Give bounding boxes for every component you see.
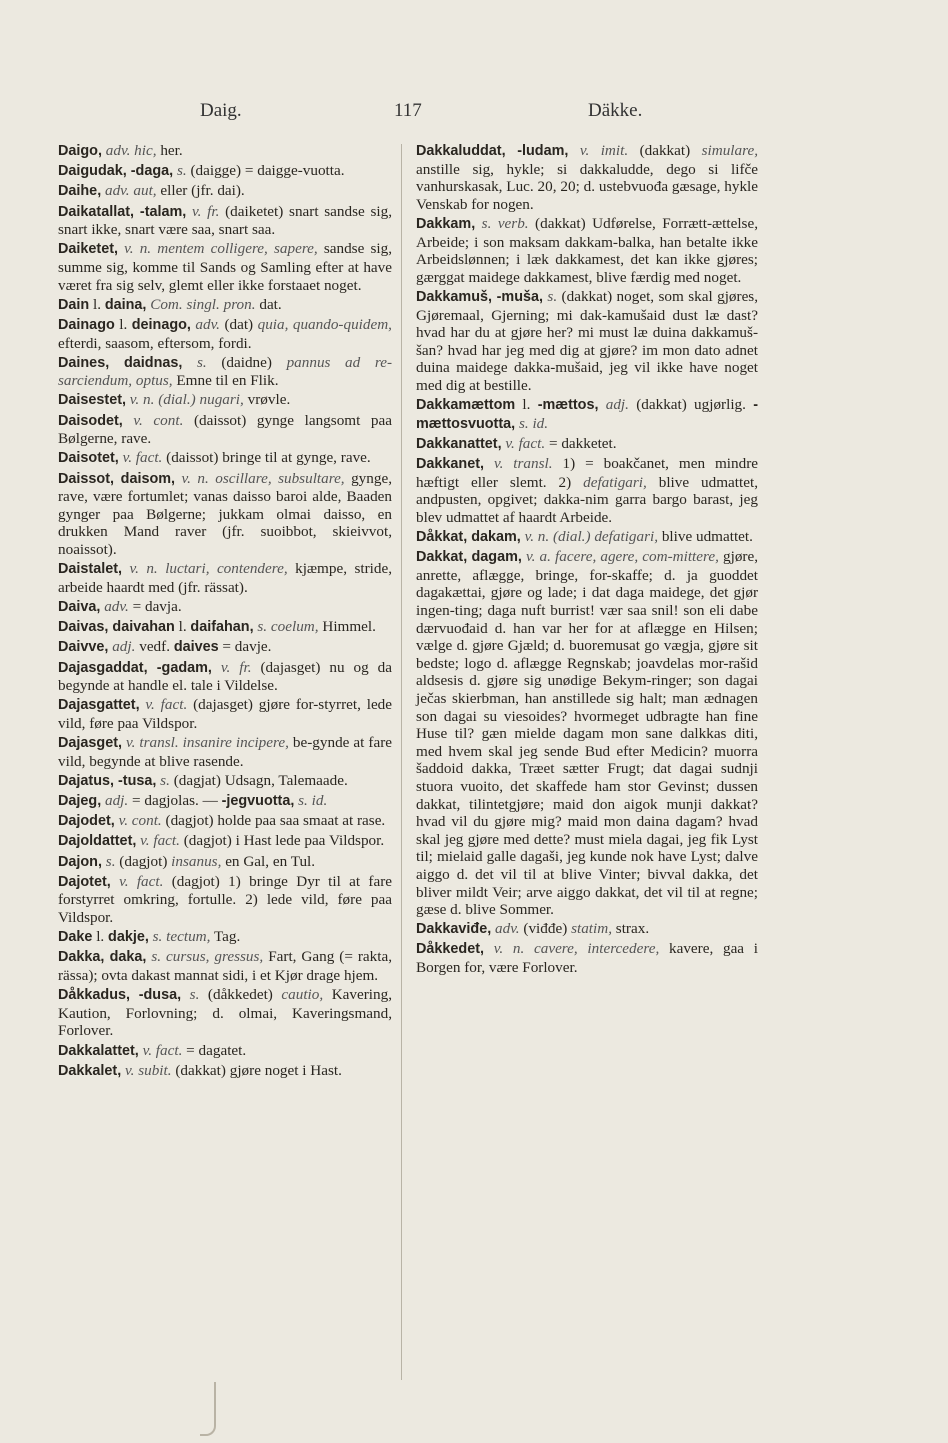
headword: daives: [173, 639, 219, 656]
grammar-note: Com. singl. pron.: [150, 295, 256, 313]
definition-text: [123, 412, 134, 429]
dictionary-entry: [58, 734, 392, 770]
definition-text: anstille sig, hykle; si dakkaludde, dego si lifče vanhurskasak, Luc. 20, 20; d. ustebvuođa gæsage, hykle Venskab for nogen.: [416, 160, 758, 213]
definition-text: her.: [156, 142, 183, 159]
headword: Dakkamættom: [416, 397, 516, 414]
grammar-note: v. a. facere, agere, com-mittere,: [526, 548, 719, 566]
headword: Dajoldattet,: [58, 833, 137, 850]
grammar-note: adv.: [104, 597, 129, 615]
headword: daifahan,: [190, 619, 254, 636]
dictionary-entry: [416, 215, 758, 286]
headword: Dåkkadus, -dusa,: [58, 987, 182, 1004]
grammar-note: v. transl. insanire incipere,: [126, 734, 289, 752]
definition-text: (daissot) gynge langsomt paa Bølgerne, rave.: [58, 411, 393, 448]
dictionary-entry: [58, 560, 392, 596]
definition-text: sandse sig, summe sig, komme til Sands og Samling efter at have været fra sig selv, glemt eller ikke forstaaet noget.: [58, 240, 393, 294]
left-column: [58, 142, 392, 1082]
headword: Dakkanet,: [416, 456, 484, 473]
grammar-note: v. fact.: [505, 434, 546, 452]
definition-text: (dagjot) holde paa saa smaat at rase.: [161, 812, 386, 830]
dictionary-entry: [416, 288, 758, 395]
definition-text: [484, 940, 494, 957]
grammar-note: v. n. luctari, contendere,: [129, 560, 288, 578]
grammar-note: adj.: [605, 396, 629, 414]
headword: Daisestet,: [58, 392, 126, 409]
headword: Dajotet,: [58, 873, 111, 890]
dictionary-entry: [416, 528, 758, 547]
definition-text: Tag.: [210, 928, 241, 946]
grammar-note: adv. hic,: [105, 142, 157, 159]
header-right-guideword: Däkke.: [588, 100, 643, 121]
grammar-note: defatigari,: [583, 473, 647, 491]
grammar-note: adv. aut,: [104, 182, 157, 200]
grammar-note: s.: [176, 162, 187, 180]
definition-text: (dåkkedet): [199, 986, 282, 1004]
definition-text: [111, 873, 119, 890]
grammar-note: v. fact.: [140, 832, 180, 850]
definition-text: (daissot) bringe til at gynge, rave.: [162, 449, 371, 467]
definition-text: kavere, gaa i Borgen for, være Forlover.: [416, 940, 758, 977]
grammar-note: v. n. oscillare, subsultare,: [181, 469, 345, 487]
grammar-note: v. imit.: [579, 142, 629, 159]
headword: Dajeg,: [58, 793, 102, 810]
headword: Dåkkedet,: [416, 941, 484, 958]
definition-text: en Gal, en Tul.: [221, 852, 316, 870]
headword: Dajon,: [58, 853, 102, 870]
headword: Daiva,: [58, 598, 101, 615]
grammar-note: v. fr.: [220, 658, 252, 676]
dictionary-entry: [416, 396, 758, 433]
dictionary-entry: [58, 1042, 392, 1061]
dictionary-entry: [58, 638, 392, 657]
definition-text: blive udmattet, andpusten, opgivet; dakka-nim garra bargo barast, jeg blev udmattet af haardt Arbeide.: [416, 473, 758, 526]
headword: Daigudak, -daga,: [58, 163, 174, 180]
grammar-note: v. transl.: [493, 455, 553, 473]
grammar-note: quia, quando-quidem,: [257, 315, 392, 333]
definition-text: (daiketet) snart sandse sig, snart ikke, snart være saa, snart saa.: [58, 202, 393, 239]
dictionary-entry: [58, 449, 392, 468]
definition-text: Fart, Gang (= rakta, rässa); ovta dakast mannat sidi, i et Kjør drage hjem.: [58, 948, 393, 984]
headword: Dakkalattet,: [58, 1042, 139, 1059]
grammar-note: v. cont.: [133, 411, 184, 429]
dictionary-entry: [58, 162, 392, 181]
grammar-note: s.: [547, 287, 558, 305]
headword: Dake: [58, 929, 93, 946]
grammar-note: simulare,: [701, 142, 758, 159]
grammar-note: v. n. mentem colligere, sapere,: [124, 240, 318, 258]
definition-text: = dagatet.: [182, 1041, 247, 1059]
definition-text: Himmel.: [318, 618, 376, 636]
definition-text: eller (jfr. dai).: [156, 182, 245, 200]
definition-text: [181, 986, 190, 1003]
headword: Dain: [58, 296, 90, 313]
dictionary-entry: [58, 812, 392, 831]
dictionary-entry: [58, 772, 392, 791]
definition-text: = davje.: [218, 638, 272, 656]
grammar-note: s. id.: [298, 792, 328, 810]
definition-text: (dakkat) ugjørlig.: [628, 396, 754, 414]
grammar-note: v. cont.: [118, 812, 162, 830]
grammar-note: v. n. (dial.) defatigari,: [524, 528, 659, 546]
headword: -mættosvuotta,: [416, 397, 758, 432]
dictionary-entry: [58, 391, 392, 410]
definition-text: kjæmpe, stride, arbeide haardt med (jfr. rässat).: [58, 560, 393, 596]
definition-text: (daidne): [206, 353, 287, 371]
dictionary-entry: [58, 203, 392, 239]
definition-text: blive udmattet.: [658, 528, 753, 546]
definition-text: (dat): [219, 315, 258, 333]
headword: Daines, daidnas,: [58, 354, 183, 371]
dictionary-entry: [58, 618, 392, 637]
grammar-note: v. fact.: [142, 1041, 183, 1059]
definition-text: l.: [515, 396, 538, 414]
definition-text: (dagjot) i Hast lede paa Vildspor.: [179, 832, 385, 850]
dictionary-entry: [416, 920, 758, 939]
headword: Dakkanattet,: [416, 435, 502, 452]
headword: Dakkaluddat, -ludam,: [416, 143, 569, 159]
page-number: 117: [394, 100, 422, 121]
grammar-note: adv.: [195, 315, 220, 333]
grammar-note: v. fr.: [192, 202, 220, 220]
dictionary-entry: [416, 142, 758, 213]
grammar-note: statim,: [571, 920, 612, 938]
grammar-note: s. cursus, gressus,: [151, 948, 264, 966]
headword: Daisodet,: [58, 412, 123, 429]
grammar-note: s.: [160, 771, 170, 789]
definition-text: (dagjot): [115, 852, 172, 870]
dictionary-entry: [58, 986, 392, 1040]
headword: daina,: [104, 296, 147, 313]
definition-text: strax.: [612, 920, 650, 938]
grammar-note: v. n. cavere, intercedere,: [493, 940, 660, 958]
grammar-note: s.: [189, 986, 200, 1004]
headword: -jegvuotta,: [221, 793, 295, 810]
page-header: [0, 98, 948, 128]
grammar-note: insanus,: [171, 852, 222, 870]
definition-text: (dagjat) Udsagn, Talemaade.: [169, 771, 348, 789]
headword: Dakkamuš, -muša,: [416, 288, 543, 305]
headword: Dajatus, -tusa,: [58, 772, 157, 789]
definition-text: (daigge) = daigge-vuotta.: [186, 162, 345, 180]
definition-text: (dakkat) Udførelse, Forrætt-ættelse, Arbeide; i son maksam dakkam-balka, han betalte ikke Arbeidslønnen; i læk dakkamest, det kan ikke gjøres; gærggat maidege dakkamest, blive færdig med noget.: [416, 214, 758, 286]
grammar-note: v. fact.: [145, 696, 188, 714]
definition-text: (dajasget) gjøre for-styrret, lede vild, føre paa Vildspor.: [58, 696, 393, 732]
grammar-note: s.: [197, 353, 207, 371]
dictionary-entry: [58, 412, 392, 448]
dictionary-entry: [58, 792, 392, 811]
headword: Daihe,: [58, 183, 102, 200]
definition-text: l.: [174, 618, 191, 636]
headword: Dajodet,: [58, 813, 115, 830]
definition-text: [568, 142, 579, 159]
dictionary-entry: [58, 928, 392, 947]
headword: Daistalet,: [58, 561, 122, 578]
dictionary-entry: [58, 696, 392, 732]
dictionary-entry: [58, 832, 392, 851]
definition-text: vedf.: [135, 638, 174, 656]
dictionary-entry: [58, 182, 392, 201]
headword: Daigo,: [58, 143, 102, 159]
definition-text: [598, 396, 605, 413]
definition-text: dat.: [255, 295, 282, 313]
definition-text: l.: [89, 295, 105, 313]
grammar-note: adv.: [495, 920, 520, 938]
dictionary-entry: [58, 948, 392, 984]
dictionary-entry: [416, 435, 758, 454]
headword: Daisotet,: [58, 450, 119, 467]
headword: Daissot, daisom,: [58, 470, 176, 487]
dictionary-entry: [58, 316, 392, 352]
headword: Dakka, daka,: [58, 949, 147, 966]
headword: Dåkkat, dakam,: [416, 529, 521, 546]
definition-text: = dakketet.: [545, 434, 617, 452]
definition-text: Emne til en Flik.: [172, 372, 279, 390]
grammar-note: s. tectum,: [152, 928, 211, 946]
grammar-note: s. verb.: [481, 214, 529, 232]
definition-text: (dakkat): [628, 142, 702, 159]
header-left-guideword: Daig.: [200, 100, 242, 121]
headword: Dakkat, dagam,: [416, 549, 522, 566]
grammar-note: v. fact.: [119, 872, 164, 890]
headword: Dakkam,: [416, 215, 476, 232]
dictionary-entry: [58, 1062, 392, 1081]
definition-text: Kavering, Kaution, Forlovning; d. olmai, Kaveringsmand, Forlover.: [58, 986, 392, 1040]
definition-text: (dagjot) 1) bringe Dyr til at fare forstyrret omkring, fortulle. 2) lede vild, føre paa Vildspor.: [58, 872, 393, 926]
definition-text: vrøvle.: [243, 391, 291, 409]
definition-text: (dajasget) nu og da begynde at handle el. tale i Vildelse.: [58, 658, 392, 695]
definition-text: [212, 659, 221, 676]
definition-text: efterdi, saasom, eftersom, fordi.: [58, 334, 252, 352]
headword: dakje,: [108, 929, 149, 946]
definition-text: (viđđe): [519, 920, 572, 938]
definition-text: be-gynde at fare vild, begynde at blive rasende.: [58, 734, 392, 770]
grammar-note: v. fact.: [122, 449, 163, 467]
grammar-note: adj.: [112, 638, 136, 656]
headword: Dainago: [58, 316, 115, 333]
column-divider: [401, 144, 402, 1380]
headword: Dakkalet,: [58, 1062, 122, 1079]
dictionary-entry: [58, 240, 392, 294]
grammar-note: s.: [105, 852, 116, 870]
headword: Dajasgaddat, -gadam,: [58, 659, 212, 676]
definition-text: = dagjolas. —: [128, 792, 222, 810]
definition-text: (dakkat) gjøre noget i Hast.: [171, 1061, 342, 1079]
grammar-note: v. n. (dial.) nugari,: [129, 391, 244, 409]
dictionary-entry: [416, 455, 758, 526]
page-edge-mark: [200, 1382, 216, 1436]
dictionary-entry: [58, 873, 392, 927]
dictionary-entry: [58, 296, 392, 315]
headword: Dajasget,: [58, 735, 122, 752]
dictionary-entry: [416, 548, 758, 918]
headword: Dakkaviđe,: [416, 921, 492, 938]
right-column: [416, 142, 758, 978]
definition-text: (dakkat) noget, som skal gjøres, Gjøremaal, Gjerning; mi dak-kamušaid dust læ dast? hvad har du at gjøre her? mi must læ duina dakkamuš-šan? hvad har jeg med dig at gjøre? im mon dato adnet duina maidege dakka-mušaid, jeg vil ikke have noget med dig at bestille.: [416, 287, 759, 394]
definition-text: gynge, rave, være fortumlet; vanas daisso baroi alde, Baaden gynger paa Bølgerne; jukkam olmai daisso, en drukken Mand raver (jfr. suoibbot, skieivvot, noaissot).: [58, 469, 392, 558]
definition-text: = davja.: [128, 597, 182, 615]
headword: Daivas, daivahan: [58, 619, 175, 636]
definition-text: gjøre, anrette, aflægge, bringe, for-skaffe; d. ja guoddet dagakættai, gjøre og lade; i dat daga maidege, det gjør ingen-ting; daga nuft burrist! vær saa snil! son eli dabe dærvuođaid d. han var her for at aflægge en Hilsen; vælge d. gjøre Gjæld; d. buoremusat go vægja, gjøre sit bedste; logo d. aflægge Regnskab; joavdelas mor-rašid aldsesis d. gjøre sig unødige Bekym-ringer; son dagai ječas skierbman, han anstillede sig halt; man ædnagen son dagai su viesoides? hvormeget udbragte han fine Huse til? gæn mielde dagam mon sane dalkkas diti, med hvem skal jeg sende Bud efter Medicin? muorra šaddoid dakka, Træet sætter Frugt; dat dagai sudnji stuora vuoito, det skaffede ham stor Gevinst; dussen dakkat, tilintetgjøre; maid don aigok munji dakkat? hvad vil du gjøre mig? maid mon daina dagam? hvad skal jeg gjøre med dette? must miela dagai, jeg fik Lyst til; mielaid galle dagaši, jeg kunde nok have Lyst; dalve aiggo d. det vil til at blive Vinter; bivval dakka, det bliver mildt Veir; arve aiggo dakkat, det vil til at regne; gæse d. blive Sommer.: [416, 548, 759, 919]
definition-text: l.: [92, 928, 109, 946]
grammar-note: v. subit.: [125, 1061, 172, 1079]
grammar-note: pannus ad re-sarciendum, optus,: [58, 353, 392, 390]
headword: Daiketet,: [58, 241, 118, 258]
dictionary-entry: [58, 659, 392, 695]
definition-text: [182, 354, 197, 371]
dictionary-entry: [58, 142, 392, 161]
dictionary-entry: [416, 940, 758, 976]
definition-text: [484, 455, 494, 472]
headword: Dajasgattet,: [58, 697, 140, 714]
definition-text: 1) = boakčanet, men mindre hæftigt eller slemt. 2): [416, 455, 759, 491]
grammar-note: s. id.: [518, 414, 549, 432]
dictionary-entry: [58, 354, 392, 390]
definition-text: l.: [114, 315, 132, 333]
headword: Daikatallat, -talam,: [58, 203, 187, 220]
grammar-note: s. coelum,: [257, 618, 319, 636]
grammar-note: cautio,: [281, 986, 324, 1004]
headword: -mættos,: [537, 397, 599, 414]
dictionary-entry: [58, 853, 392, 872]
dictionary-entry: [58, 470, 392, 559]
headword: deinago,: [131, 316, 191, 333]
headword: Daivve,: [58, 639, 109, 656]
dictionary-entry: [58, 598, 392, 617]
grammar-note: adj.: [104, 792, 129, 810]
